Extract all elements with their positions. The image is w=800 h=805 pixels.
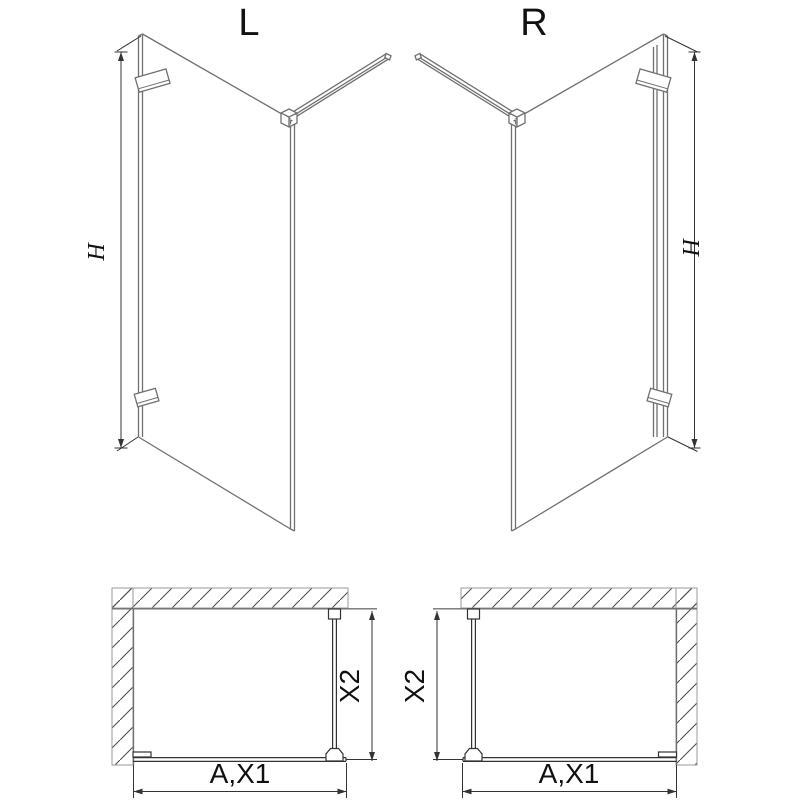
dimension-arrow-up <box>118 52 124 61</box>
width-dimension-label: A,X1 <box>209 758 271 789</box>
bar-glass-connector-plan <box>465 749 482 762</box>
bar-glass-connector-plan <box>326 749 343 762</box>
variant-label-left: L <box>238 2 260 44</box>
dimension-arrow-down <box>692 439 698 448</box>
glass-panel <box>139 34 295 531</box>
wall-face-lines <box>433 609 697 765</box>
wall-bracket-plan <box>133 752 151 757</box>
left-panel-3d-view <box>84 2 391 531</box>
dimension-arrow-up <box>692 52 698 61</box>
wall-bracket-top <box>135 69 170 92</box>
dimension-arrow-right <box>338 789 347 795</box>
hatched-wall-side <box>112 588 133 765</box>
glass-panel <box>512 34 668 531</box>
width-dimension-right-plan <box>463 758 677 798</box>
depth-dimension-right-plan <box>399 611 463 761</box>
right-panel-3d-view <box>415 2 703 531</box>
support-bar <box>294 54 390 117</box>
dimension-arrow-right <box>668 789 677 795</box>
height-dimension-left <box>84 36 141 451</box>
wall-bracket-top <box>636 69 671 92</box>
bar-corner-clamp <box>281 109 297 127</box>
support-bar-end-cap <box>415 53 421 60</box>
wall-profile <box>654 34 668 437</box>
support-bar <box>417 54 513 117</box>
dimension-arrow-left <box>134 789 143 795</box>
wall-profile <box>139 34 143 437</box>
dimension-arrow-up <box>369 611 375 620</box>
width-dimension-label: A,X1 <box>538 758 600 789</box>
left-plan-view <box>112 588 377 798</box>
hatched-wall-top <box>461 588 697 608</box>
depth-dimension-label: X2 <box>334 668 365 704</box>
height-dimension-right <box>665 36 703 452</box>
dimension-arrow-up <box>434 611 440 620</box>
height-dimension-label-left: H <box>84 243 110 261</box>
hatched-wall-side <box>676 588 697 765</box>
wall-bracket-plan <box>659 752 677 757</box>
variant-label-right: R <box>520 2 548 44</box>
width-dimension-left-plan <box>134 758 347 798</box>
support-bar-end-cap <box>385 53 391 60</box>
right-plan-view <box>399 588 697 798</box>
bar-corner-clamp <box>509 109 525 127</box>
bar-wall-clamp-plan <box>329 609 341 619</box>
depth-dimension-label: X2 <box>399 668 430 704</box>
bar-wall-clamp-plan <box>468 609 480 619</box>
hatched-wall-top <box>112 588 348 608</box>
height-dimension-label-right: H <box>677 238 703 256</box>
dimension-arrow-left <box>463 789 472 795</box>
depth-dimension-left-plan <box>334 611 377 761</box>
support-bar-plan <box>472 612 476 750</box>
